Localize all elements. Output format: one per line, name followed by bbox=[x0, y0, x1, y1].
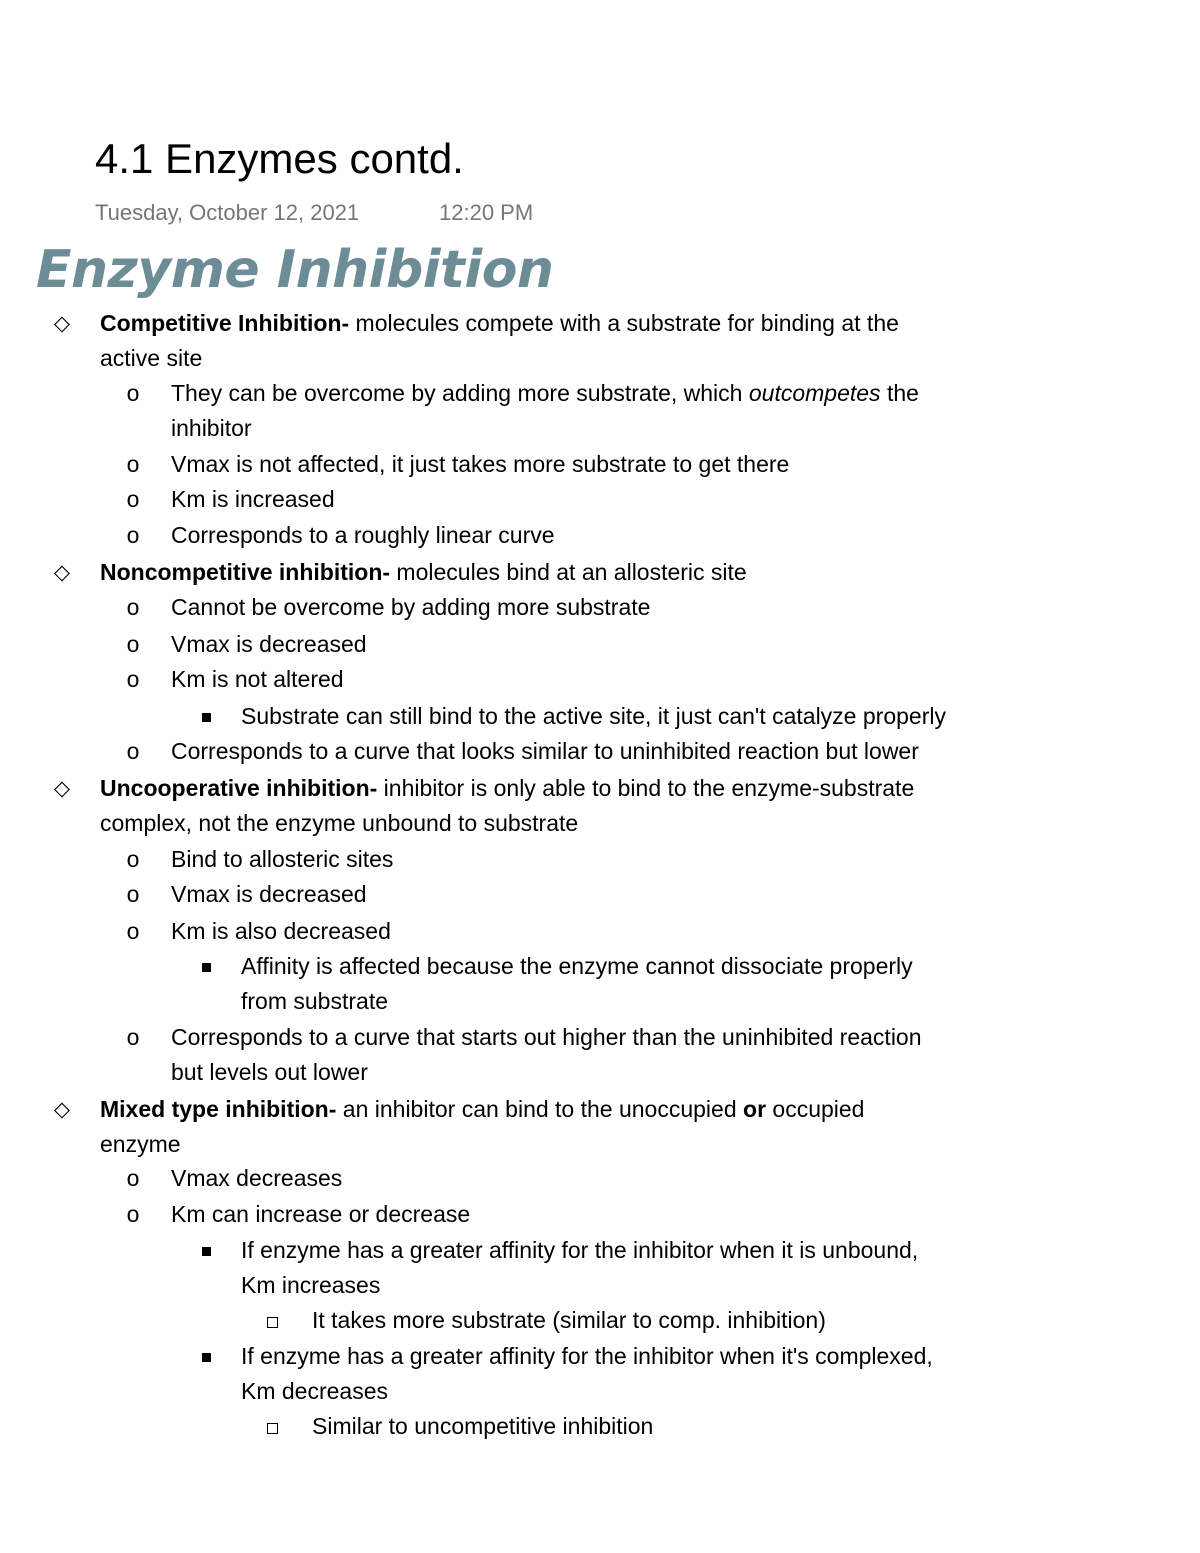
circle-bullet-icon: o bbox=[126, 631, 140, 657]
list-text: Vmax is decreased bbox=[171, 881, 367, 907]
list-text: Affinity is affected because the enzyme cannot dissociate properly bbox=[241, 953, 913, 979]
square-bullet-icon bbox=[202, 1247, 211, 1256]
list-text: Corresponds to a curve that starts out higher than the uninhibited reaction bbox=[171, 1024, 922, 1050]
circle-bullet-icon: o bbox=[126, 1201, 140, 1227]
list-item bbox=[312, 1409, 653, 1444]
list-text: Corresponds to a roughly linear curve bbox=[171, 522, 555, 548]
list-item-continuation bbox=[100, 341, 202, 376]
list-text: Km is also decreased bbox=[171, 918, 391, 944]
list-item bbox=[126, 376, 919, 411]
diamond-bullet-icon: ◇ bbox=[53, 312, 71, 335]
list-text: It takes more substrate (similar to comp. inhibition) bbox=[312, 1307, 826, 1333]
list-item bbox=[126, 1197, 471, 1232]
list-text: Corresponds to a curve that looks similar to uninhibited reaction but lower bbox=[171, 738, 919, 764]
definition-text: inhibitor is only able to bind to the enzyme-substrate bbox=[377, 775, 915, 801]
list-item bbox=[241, 1339, 933, 1374]
circle-bullet-icon: o bbox=[126, 380, 140, 406]
definition-text: molecules bind at an allosteric site bbox=[390, 559, 747, 585]
square-bullet-icon bbox=[202, 713, 211, 722]
list-item bbox=[126, 662, 344, 697]
definition-text: active site bbox=[100, 345, 203, 371]
list-item bbox=[53, 306, 899, 341]
list-item bbox=[126, 734, 919, 769]
emphasis-text: outcompetes bbox=[748, 380, 881, 406]
list-item bbox=[126, 482, 335, 517]
definition-text: enzyme bbox=[100, 1131, 181, 1157]
definition-text: an inhibitor can bind to the unoccupied bbox=[336, 1096, 744, 1122]
circle-bullet-icon: o bbox=[126, 1165, 140, 1191]
circle-bullet-icon: o bbox=[126, 486, 140, 512]
definition-text: complex, not the enzyme unbound to substrate bbox=[100, 810, 579, 836]
term-label: Competitive Inhibition- bbox=[100, 310, 350, 336]
square-bullet-icon bbox=[202, 963, 211, 972]
list-item bbox=[126, 518, 555, 553]
list-item-continuation bbox=[241, 984, 388, 1019]
list-item-continuation bbox=[241, 1374, 388, 1409]
open-square-bullet-icon bbox=[267, 1317, 278, 1328]
list-text: They can be overcome by adding more substrate, which bbox=[171, 380, 749, 406]
list-item bbox=[126, 627, 367, 662]
list-item-continuation bbox=[171, 1055, 368, 1090]
list-text: Km is increased bbox=[171, 486, 335, 512]
list-item bbox=[126, 1020, 922, 1055]
list-text: from substrate bbox=[241, 988, 388, 1014]
list-text: Cannot be overcome by adding more substrate bbox=[171, 594, 651, 620]
list-text: the bbox=[880, 380, 919, 406]
circle-bullet-icon: o bbox=[126, 451, 140, 477]
list-item bbox=[312, 1303, 826, 1338]
list-item bbox=[53, 555, 747, 590]
section-heading: Enzyme Inhibition bbox=[36, 240, 554, 300]
square-bullet-icon bbox=[202, 1353, 211, 1362]
list-item bbox=[53, 1092, 865, 1127]
definition-text: occupied bbox=[766, 1096, 865, 1122]
open-square-bullet-icon bbox=[267, 1423, 278, 1434]
term-label: Mixed type inhibition- bbox=[100, 1096, 337, 1122]
list-text: Vmax is decreased bbox=[171, 631, 367, 657]
emphasis-text: or bbox=[743, 1096, 767, 1122]
page-time: 12:20 PM bbox=[439, 200, 534, 225]
page-meta bbox=[95, 199, 534, 227]
term-label: Noncompetitive inhibition- bbox=[100, 559, 391, 585]
list-item-continuation bbox=[100, 806, 578, 841]
list-item bbox=[126, 447, 790, 482]
list-item bbox=[126, 842, 394, 877]
list-text: Vmax decreases bbox=[171, 1165, 343, 1191]
term-label: Uncooperative inhibition- bbox=[100, 775, 378, 801]
circle-bullet-icon: o bbox=[126, 846, 140, 872]
list-text: Km is not altered bbox=[171, 666, 344, 692]
list-item-continuation bbox=[241, 1268, 380, 1303]
list-text: If enzyme has a greater affinity for the inhibitor when it is unbound, bbox=[241, 1237, 919, 1263]
list-item bbox=[241, 699, 946, 734]
list-item bbox=[241, 949, 913, 984]
list-item bbox=[53, 771, 915, 806]
circle-bullet-icon: o bbox=[126, 594, 140, 620]
diamond-bullet-icon: ◇ bbox=[53, 777, 71, 800]
list-item bbox=[126, 877, 367, 912]
list-text: Vmax is not affected, it just takes more substrate to get there bbox=[171, 451, 790, 477]
page-date: Tuesday, October 12, 2021 bbox=[95, 200, 360, 225]
circle-bullet-icon: o bbox=[126, 881, 140, 907]
circle-bullet-icon: o bbox=[126, 738, 140, 764]
list-text: Substrate can still bind to the active site, it just can't catalyze properly bbox=[241, 703, 946, 729]
list-item-continuation bbox=[100, 1127, 181, 1162]
list-text: If enzyme has a greater affinity for the inhibitor when it's complexed, bbox=[241, 1343, 933, 1369]
circle-bullet-icon: o bbox=[126, 522, 140, 548]
list-text: Km increases bbox=[241, 1272, 381, 1298]
definition-text: molecules compete with a substrate for binding at the bbox=[349, 310, 899, 336]
list-item bbox=[241, 1233, 918, 1268]
list-text: Bind to allosteric sites bbox=[171, 846, 394, 872]
list-text: inhibitor bbox=[171, 415, 252, 441]
list-item bbox=[126, 914, 391, 949]
circle-bullet-icon: o bbox=[126, 666, 140, 692]
list-text: but levels out lower bbox=[171, 1059, 368, 1085]
list-item bbox=[126, 590, 651, 625]
circle-bullet-icon: o bbox=[126, 1024, 140, 1050]
list-item bbox=[126, 1161, 343, 1196]
circle-bullet-icon: o bbox=[126, 918, 140, 944]
page-title: 4.1 Enzymes contd. bbox=[95, 135, 464, 182]
list-text: Similar to uncompetitive inhibition bbox=[312, 1413, 654, 1439]
diamond-bullet-icon: ◇ bbox=[53, 561, 71, 584]
list-text: Km can increase or decrease bbox=[171, 1201, 471, 1227]
list-item-continuation bbox=[171, 411, 252, 446]
diamond-bullet-icon: ◇ bbox=[53, 1098, 71, 1121]
list-text: Km decreases bbox=[241, 1378, 389, 1404]
